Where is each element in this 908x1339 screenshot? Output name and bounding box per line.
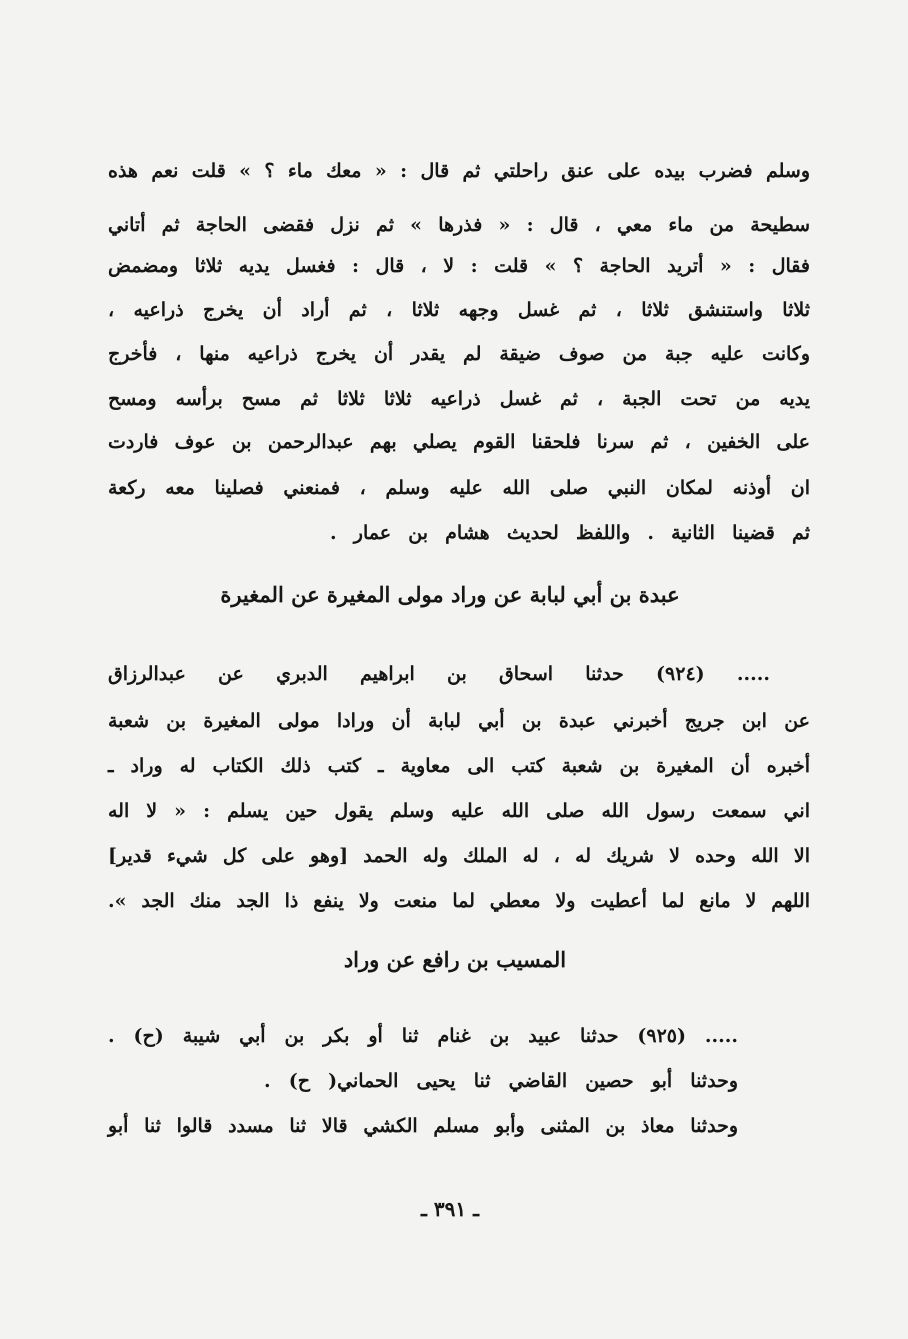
text-line: وحدثنا أبو حصين القاضي ثنا يحيى الحماني( ح) . bbox=[264, 1070, 738, 1092]
text-line: ان أوذنه لمكان النبي صلى الله عليه وسلم ، فمنعني فصلينا معه ركعة bbox=[108, 477, 810, 499]
text-line: ..... (٩٢٥) حدثنا عبيد بن غنام ثنا أو بكر بن أبي شيبة (ح) . bbox=[108, 1025, 738, 1047]
text-line: اللهم لا مانع لما أعطيت ولا معطي لما منعت ولا ينفع ذا الجد منك الجد ». bbox=[108, 890, 810, 912]
text-line: على الخفين ، ثم سرنا فلحقنا القوم يصلي بهم عبدالرحمن بن عوف فاردت bbox=[108, 431, 810, 453]
section-heading: عبدة بن أبي لبابة عن وراد مولى المغيرة عن المغيرة bbox=[220, 582, 680, 607]
text-line: وسلم فضرب بيده على عنق راحلتي ثم قال : « معك ماء ؟ » قلت نعم هذه bbox=[108, 160, 810, 182]
text-line: وكانت عليه جبة من صوف ضيقة لم يقدر أن يخرج ذراعيه منها ، فأخرج bbox=[108, 343, 810, 365]
text-line: يديه من تحت الجبة ، ثم غسل ذراعيه ثلاثا ثلاثا ثم مسح برأسه ومسح bbox=[108, 388, 810, 410]
text-line: ..... (٩٢٤) حدثنا اسحاق بن ابراهيم الدبري عن عبدالرزاق bbox=[108, 663, 770, 685]
text-line: عن ابن جريج أخبرني عبدة بن أبي لبابة أن ورادا مولى المغيرة بن شعبة bbox=[108, 710, 810, 732]
text-line: فقال : « أتريد الحاجة ؟ » قلت : لا ، قال : فغسل يديه ثلاثا ومضمض bbox=[108, 255, 810, 277]
text-line: ثلاثا واستنشق ثلاثا ، ثم غسل وجهه ثلاثا ، ثم أراد أن يخرج ذراعيه ، bbox=[108, 299, 810, 321]
text-line: ثم قضينا الثانية . واللفظ لحديث هشام بن عمار . bbox=[330, 522, 810, 544]
page-number: ـ ٣٩١ ـ bbox=[421, 1197, 479, 1221]
text-line: الا الله وحده لا شريك له ، له الملك وله الحمد [وهو على كل شيء قدير] bbox=[108, 845, 810, 867]
section-heading: المسيب بن رافع عن وراد bbox=[343, 947, 567, 972]
text-line: اني سمعت رسول الله صلى الله عليه وسلم يقول حين يسلم : « لا اله bbox=[108, 800, 810, 822]
text-line: سطيحة من ماء معي ، قال : « فذرها » ثم نزل فقضى الحاجة ثم أتاني bbox=[108, 214, 810, 236]
text-line: أخبره أن المغيرة بن شعبة كتب الى معاوية ـ كتب ذلك الكتاب له وراد ـ bbox=[108, 755, 810, 777]
text-line: وحدثنا معاذ بن المثنى وأبو مسلم الكشي قالا ثنا مسدد قالوا ثنا أبو bbox=[108, 1115, 738, 1137]
